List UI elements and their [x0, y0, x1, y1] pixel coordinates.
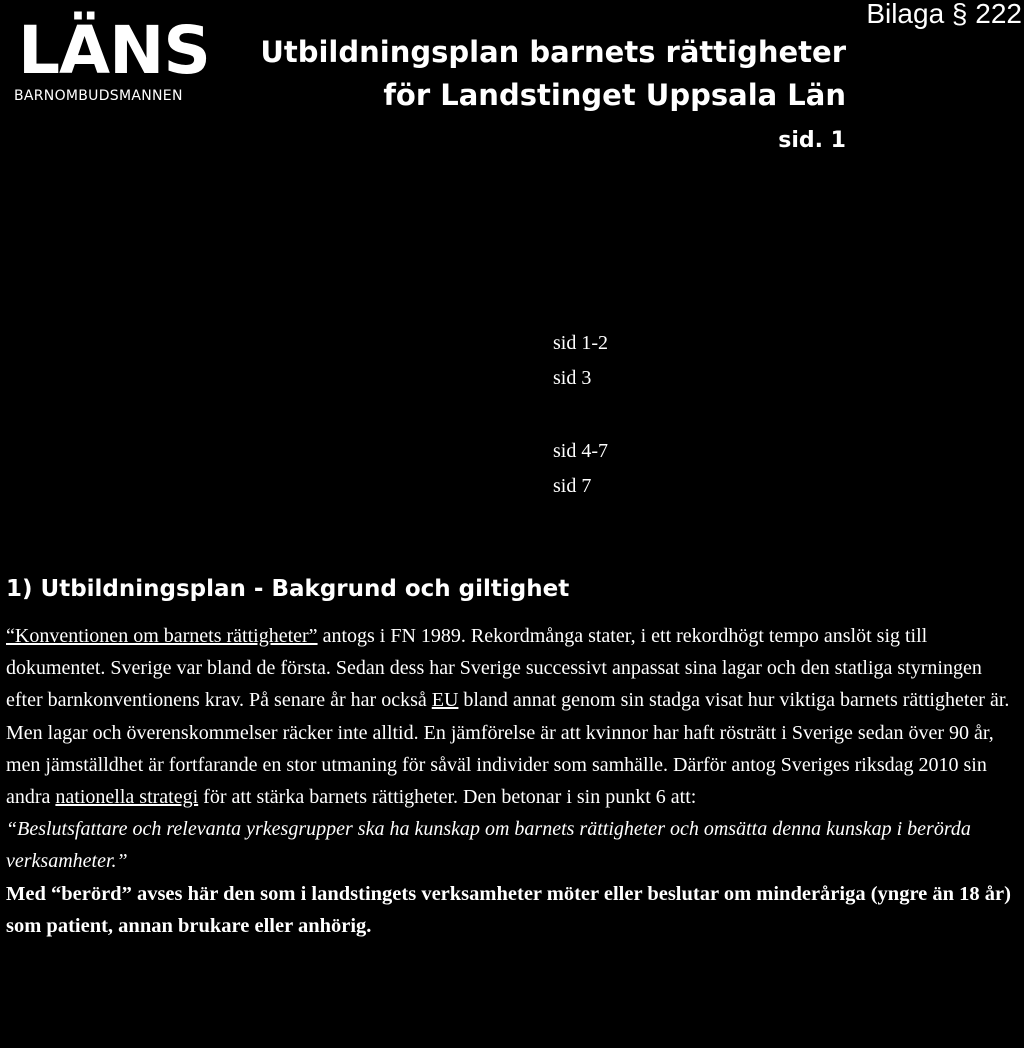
toc-page-ref: sid 4-7: [553, 440, 608, 462]
paragraph-text: bland annat genom sin stadga visat hur viktiga barnets rättigheter är. Men lagar och överenskommelser räcker inte alltid. En jämförelse är att kvinnor har haft rösträtt i Sverige sedan över 90 år, men jämställdhet är fortfarande en stor utmaning för såväl individer som samhälle. Därför antog Sveriges riksdag 2010 sin andra: [6, 689, 1010, 809]
page-number: sid. 1: [778, 128, 846, 153]
toc-page-ref: sid 3: [553, 367, 592, 389]
national-strategy-link[interactable]: nationella strategi: [55, 786, 199, 809]
document-title-line1: Utbildningsplan barnets rättigheter: [260, 35, 846, 69]
convention-link[interactable]: “Konventionen om barnets rättigheter”: [6, 625, 318, 647]
logo-wordmark: LÄNS: [18, 12, 210, 89]
definition-note: Med “berörd” avses här den som i landstingets verksamheter möter eller beslutar om minderåriga (yngre än 18 år) som patient, annan brukare eller anhörig.: [6, 882, 1011, 937]
logo-subtitle: BARNOMBUDSMANNEN: [14, 88, 183, 104]
attachment-label: Bilaga § 222: [866, 0, 1022, 29]
section-body: [6, 620, 1016, 942]
toc-page-ref: sid 1-2: [553, 332, 608, 354]
paragraph-text: antogs i FN 1989. Rekordmånga stater, i ett rekordhögt tempo anslöt sig till dokumentet. Sverige var bland de första. Sedan dess har Sverige successivt anpassat sina lagar och den statliga styrningen efter barnkonventionens krav. På senare år har också: [6, 625, 982, 712]
strategy-quote: “Beslutsfattare och relevanta yrkesgrupper ska ha kunskap om barnets rättigheter och omsätta denna kunskap i berörda verksamheter.”: [6, 818, 971, 873]
toc-page-ref: sid 7: [553, 475, 592, 497]
document-title-line2: för Landstinget Uppsala Län: [383, 78, 846, 112]
paragraph-text: för att stärka barnets rättigheter. Den betonar i sin punkt 6 att:: [198, 786, 697, 809]
eu-link[interactable]: EU: [431, 689, 459, 712]
section-heading: 1) Utbildningsplan - Bakgrund och giltighet: [6, 576, 570, 602]
background-paragraph: [6, 620, 1016, 813]
